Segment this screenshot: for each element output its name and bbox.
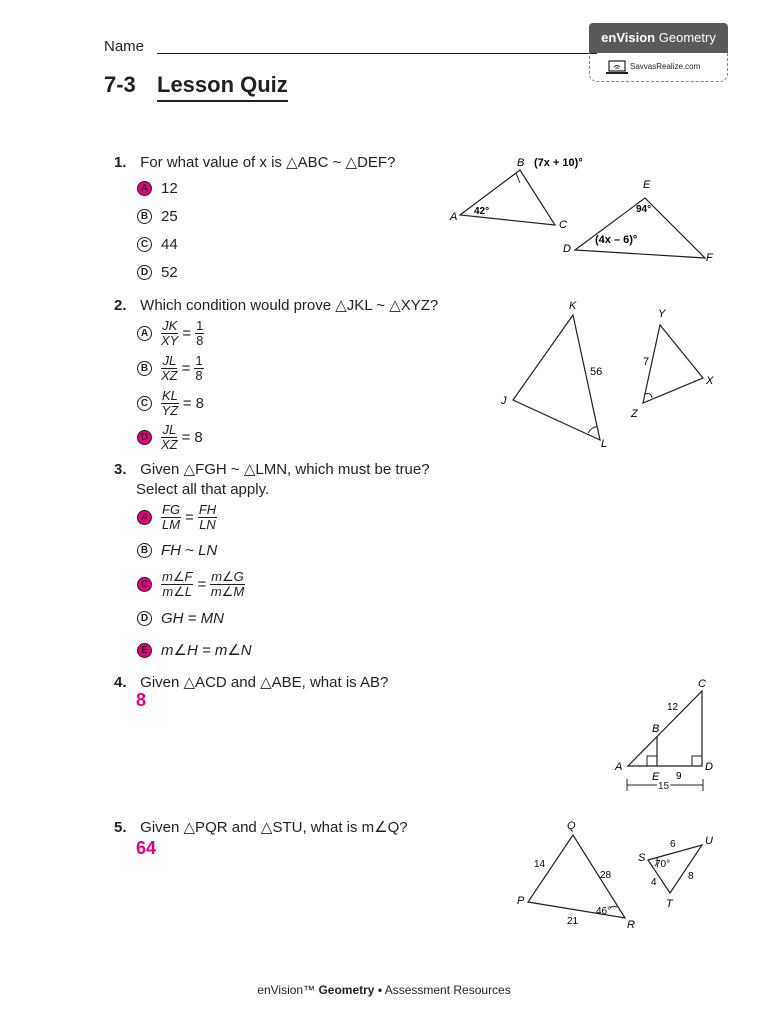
question-3-subtext: Select all that apply. — [136, 481, 270, 498]
answer-bubble[interactable]: A — [137, 181, 152, 196]
option-text: 12 — [161, 180, 178, 197]
angle-r: 46° — [596, 906, 612, 917]
site-url: SavvasRealize.com — [630, 62, 701, 71]
answer-bubble[interactable]: D — [137, 430, 152, 445]
lesson-title: Lesson Quiz — [157, 72, 288, 102]
q5-figure — [510, 815, 740, 935]
rhs-value: 8 — [194, 429, 203, 446]
side-su: 6 — [670, 839, 676, 850]
label-p: P — [517, 895, 525, 907]
question-1 — [114, 153, 395, 171]
name-label: Name — [104, 38, 145, 55]
label-t: T — [666, 898, 673, 910]
fraction: $\frac{m\angle F}{m\angle L}$ — [162, 569, 193, 599]
q3-option-e[interactable] — [137, 641, 252, 659]
label-k: K — [569, 300, 577, 312]
label-a: A — [615, 761, 623, 773]
answer-bubble[interactable]: D — [137, 265, 152, 280]
q1-option-c[interactable] — [137, 236, 178, 253]
question-text: Given △ACD and △ABE, what is AB? — [140, 674, 389, 691]
question-text: Which condition would prove △JKL ~ △XYZ? — [140, 297, 439, 314]
q2-option-b[interactable]: B $\frac{JL}{XZ}$ = $\frac{1}{8}$ — [137, 354, 204, 383]
question-number: 1. — [114, 154, 127, 171]
answer-bubble[interactable]: C — [137, 237, 152, 252]
label-b: B — [517, 157, 525, 169]
q1-option-b[interactable] — [137, 208, 178, 225]
option-text: 44 — [161, 236, 178, 253]
laptop-icon — [606, 60, 628, 76]
label-r: R — [627, 919, 635, 931]
label-f: F — [706, 252, 713, 264]
q3-option-c[interactable]: C $\frac{m\angle F}{m\angle L}$ = $\frac{m\angle G}{m\angle M}$ — [137, 570, 245, 599]
answer-bubble[interactable]: B — [137, 209, 152, 224]
label-y: Y — [658, 308, 666, 320]
question-3 — [114, 460, 430, 478]
side-bc: 12 — [667, 702, 679, 713]
side-yz: 7 — [643, 356, 650, 368]
answer-bubble[interactable]: C — [137, 396, 152, 411]
angle-e: 94° — [636, 204, 652, 215]
side-kl: 56 — [590, 366, 603, 378]
fraction: $\frac{JL}{XZ}$ — [161, 353, 178, 383]
fraction: $\frac{m\angle G}{m\angle M}$ — [210, 569, 245, 599]
answer-bubble[interactable]: A — [137, 326, 152, 341]
lesson-number: 7-3 — [104, 72, 136, 97]
brand-strong: enVision — [601, 30, 656, 45]
answer-bubble[interactable]: C — [137, 577, 152, 592]
label-d: D — [705, 761, 713, 773]
question-number: 3. — [114, 461, 127, 478]
answer-5: 64 — [136, 838, 157, 858]
footer-sep: • — [377, 983, 383, 997]
label-l: L — [601, 438, 608, 450]
question-2 — [114, 296, 438, 314]
answer-bubble[interactable]: E — [137, 643, 152, 658]
label-s: S — [638, 852, 646, 864]
label-z: Z — [631, 408, 638, 420]
q3-option-d[interactable] — [137, 610, 224, 627]
answer-4: 8 — [136, 690, 147, 710]
fraction: $\frac{1}{8}$ — [195, 353, 203, 383]
label-c: C — [698, 678, 706, 690]
question-number: 2. — [114, 297, 127, 314]
question-text: Given △FGH ~ △LMN, which must be true? — [140, 461, 430, 478]
label-b: B — [652, 723, 660, 735]
question-5 — [114, 818, 408, 836]
option-text: FH ~ LN — [161, 542, 218, 559]
q2-figure — [495, 295, 725, 455]
question-number: 4. — [114, 674, 127, 691]
fraction: $\frac{FG}{LM}$ — [162, 502, 181, 532]
footer-subject: Geometry — [318, 983, 375, 997]
q4-figure — [610, 675, 735, 800]
side-ed: 9 — [676, 771, 682, 782]
answer-bubble[interactable]: B — [137, 361, 152, 376]
angle-b: (7x + 10)° — [534, 157, 583, 169]
footer-brand: enVision™ — [257, 983, 316, 997]
name-line — [157, 53, 597, 54]
angle-a: 42° — [474, 206, 490, 217]
fraction: $\frac{JL}{XZ}$ — [161, 422, 178, 452]
side-pr: 21 — [567, 916, 579, 927]
fraction: $\frac{1}{8}$ — [196, 318, 204, 348]
label-j: J — [501, 395, 507, 407]
side-ut: 8 — [688, 871, 694, 882]
angle-d: (4x – 6)° — [595, 234, 638, 246]
answer-bubble[interactable]: A — [137, 510, 152, 525]
option-text: 52 — [161, 264, 178, 281]
side-pq: 14 — [534, 859, 546, 870]
rhs-value: 8 — [195, 395, 205, 412]
q1-option-d[interactable] — [137, 264, 178, 281]
question-4 — [114, 673, 388, 691]
q1-option-a[interactable] — [137, 180, 178, 197]
footer — [0, 983, 768, 997]
answer-bubble[interactable]: B — [137, 543, 152, 558]
label-e: E — [643, 179, 651, 191]
question-text: Given △PQR and △STU, what is m∠Q? — [140, 819, 408, 836]
angle-s: 70° — [655, 859, 671, 870]
q3-option-a[interactable]: A $\frac{FG}{LM}$ = $\frac{FH}{LN}$ — [137, 503, 217, 532]
q2-option-a[interactable]: A $\frac{JK}{XY}$ = $\frac{1}{8}$ — [137, 319, 204, 348]
label-d: D — [563, 243, 571, 255]
label-u: U — [705, 835, 713, 847]
label-a: A — [450, 211, 458, 223]
q3-option-b[interactable] — [137, 542, 217, 559]
option-text: GH = MN — [161, 610, 224, 627]
brand-banner — [589, 23, 728, 53]
q2-option-c[interactable]: C $\frac{KL}{YZ}$ = 8 — [137, 389, 204, 418]
label-e: E — [652, 771, 660, 783]
side-qr: 28 — [600, 870, 612, 881]
answer-bubble[interactable]: D — [137, 611, 152, 626]
option-text: m∠H = m∠N — [161, 642, 252, 659]
side-ad: 15 — [658, 781, 670, 792]
label-c: C — [559, 219, 567, 231]
q2-option-d[interactable]: D $\frac{JL}{XZ}$ = 8 — [137, 423, 203, 452]
brand-rest: Geometry — [658, 30, 716, 45]
label-x: X — [706, 375, 714, 387]
option-text: 25 — [161, 208, 178, 225]
question-text: For what value of x is △ABC ~ △DEF? — [140, 154, 396, 171]
side-st: 4 — [651, 877, 657, 888]
label-q: Q — [567, 820, 576, 832]
q1-figure — [440, 150, 730, 270]
fraction: $\frac{KL}{YZ}$ — [161, 388, 179, 418]
footer-rest: Assessment Resources — [384, 983, 511, 997]
question-number: 5. — [114, 819, 127, 836]
fraction: $\frac{JK}{XY}$ — [161, 318, 179, 348]
fraction: $\frac{FH}{LN}$ — [198, 502, 217, 532]
